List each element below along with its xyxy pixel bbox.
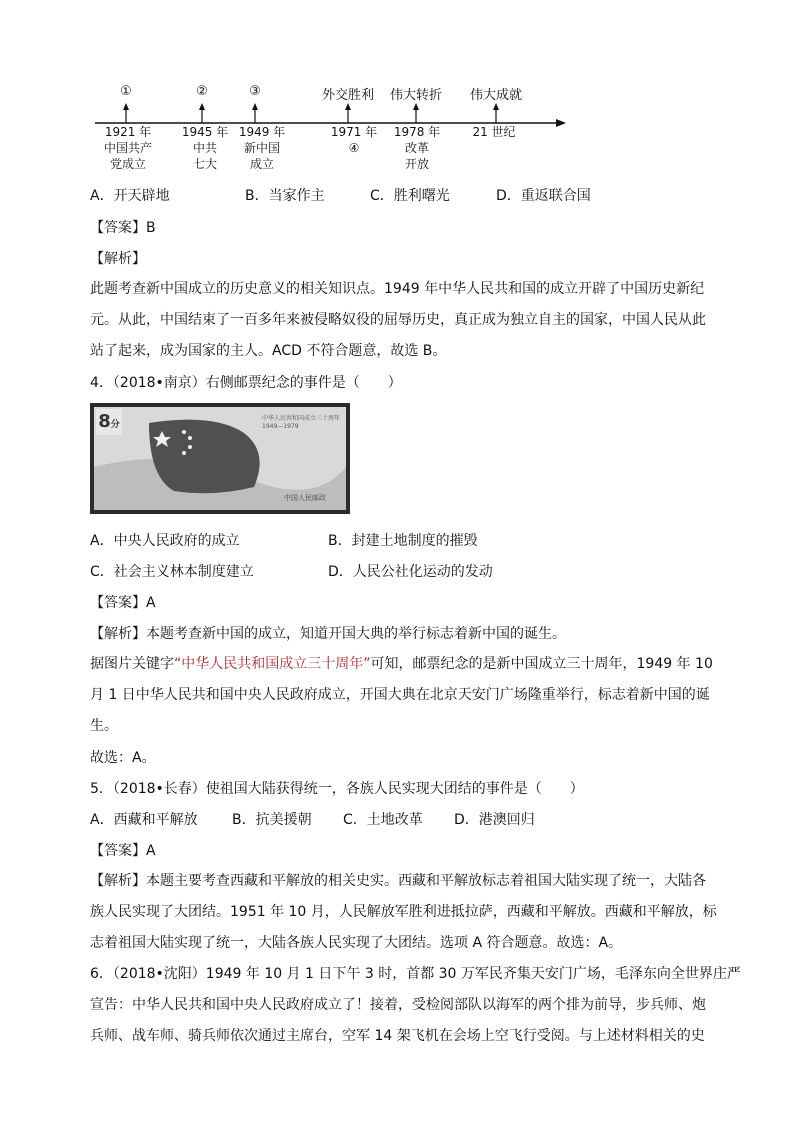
q4-conclusion: 故选：A。 (90, 750, 156, 766)
q3-analysis-line: 此题考查新中国成立的历史意义的相关知识点。1949 年中华人民共和国的成立开辟了中国历史新纪 (90, 281, 705, 297)
timeline-label-4: 外交胜利 (321, 88, 375, 103)
event-year: 1971 年 (330, 125, 378, 139)
event-desc: ④ (348, 141, 360, 155)
event-year: 21 世纪 (472, 125, 516, 139)
q3-option-d: D．重返联合国 (496, 188, 591, 204)
q5-option-c: C．土地改革 (343, 812, 423, 828)
q3-option-c: C．胜利曙光 (370, 188, 450, 204)
timeline-arrowhead-1 (123, 103, 129, 110)
event-desc: 党成立 (109, 157, 147, 171)
timeline-event-3 (239, 124, 285, 172)
event-desc: 中共 (192, 141, 218, 155)
timeline-event-1 (104, 124, 152, 172)
timeline-event-5 (394, 124, 440, 172)
q4-question: 4．（2018•南京）右侧邮票纪念的事件是（ ） (90, 375, 402, 391)
q4-option-a: A．中央人民政府的成立 (90, 533, 240, 549)
q5-answer: 【答案】A (90, 843, 156, 859)
q5-option-b: B．抗美援朝 (232, 812, 312, 828)
q4-option-c: C．社会主义林本制度建立 (90, 564, 254, 580)
q3-option-b: B．当家作主 (245, 188, 325, 204)
stamp-image (90, 403, 350, 514)
event-year: 1945 年 (181, 125, 229, 139)
q5-analysis-line: 族人民实现了大团结。1951 年 10 月，人民解放军胜利进抵拉萨，西藏和平解放。西藏和平解放，标 (90, 904, 717, 920)
q6-line: 宣告：中华人民共和国中央人民政府成立了！接着，受检阅部队以海军的两个排为前导，步兵师、炮 (90, 997, 706, 1013)
event-desc: 成立 (249, 157, 275, 171)
q3-option-a: A．开天辟地 (90, 188, 170, 204)
timeline-label-5: 伟大转折 (389, 88, 443, 103)
timeline-label-1: ① (120, 84, 132, 99)
q4-analysis-line3: 月 1 日中华人民共和国中央人民政府成立，开国大典在北京天安门广场隆重举行，标志着新中国的诞 (90, 687, 710, 703)
timeline-arrowhead-6 (493, 103, 499, 110)
event-desc: 七大 (192, 157, 218, 171)
q4-answer: 【答案】A (90, 595, 156, 611)
timeline-label-2: ② (196, 84, 208, 99)
event-year: 1949 年 (238, 125, 286, 139)
q4-line2-post: 可知，邮票纪念的是新中国成立三十周年，1949 年 10 (370, 656, 713, 672)
event-desc: 开放 (404, 157, 430, 171)
q5-question: 5．（2018•长春）使祖国大陆获得统一，各族人民实现大团结的事件是（ ） (90, 781, 584, 797)
q6-line: 6．（2018•沈阳）1949 年 10 月 1 日下午 3 时，首都 30 万军民齐集天安门广场，毛泽东向全世界庄严 (90, 966, 741, 982)
q4-analysis-line4: 生。 (90, 718, 118, 734)
timeline-event-6 (472, 124, 515, 140)
q4-analysis-line2 (90, 654, 713, 674)
stamp-unit: 分 (110, 420, 120, 430)
q5-analysis-line: 志着祖国大陆实现了统一，大陆各族人民实现了大团结。选项 A 符合题意。故选：A。 (90, 935, 623, 951)
q4-line2-pre: 据图片关键字 (90, 656, 174, 672)
q3-analysis-line: 元。从此，中国结束了一百多年来被侵略奴役的屈辱历史，真正成为独立自主的国家，中国人民从此 (90, 312, 706, 328)
q3-answer: 【答案】B (90, 220, 156, 236)
timeline-event-4 (331, 124, 377, 156)
stamp-banner: 中华人民共和国成立三十周年 (262, 415, 341, 422)
timeline-arrowhead-5 (413, 103, 419, 110)
q4-option-b: B．封建土地制度的摧毁 (328, 533, 478, 549)
q5-analysis-line: 【解析】本题主要考查西藏和平解放的相关史实。西藏和平解放标志着祖国大陆实现了统一，大陆各 (90, 873, 706, 889)
q5-option-a: A．西藏和平解放 (90, 812, 198, 828)
q4-line2-quote: “中华人民共和国成立三十周年” (174, 656, 371, 672)
timeline-arrowhead-3 (252, 103, 258, 110)
event-desc: 中国共产 (103, 141, 153, 155)
q6-line: 兵师、战车师、骑兵师依次通过主席台，空军 14 架飞机在会场上空飞行受阅。与上述材料相关的史 (90, 1028, 705, 1044)
timeline-event-2 (182, 124, 228, 172)
timeline-label-3: ③ (249, 84, 261, 99)
event-year: 1978 年 (393, 125, 441, 139)
timeline-arrowhead-2 (199, 103, 205, 110)
stamp-years: 1949—1979 (262, 423, 299, 430)
event-desc: 改革 (404, 141, 430, 155)
q4-option-d: D．人民公社化运动的发动 (328, 564, 493, 580)
stamp-denomination: 8 (98, 411, 111, 432)
q5-option-d: D．港澳回归 (454, 812, 535, 828)
q3-analysis-line: 站了起来，成为国家的主人。ACD 不符合题意，故选 B。 (90, 343, 447, 359)
timeline-arrowhead-4 (345, 103, 351, 110)
event-desc: 新中国 (243, 141, 281, 155)
q4-analysis-first: 【解析】本题考查新中国的成立，知道开国大典的举行标志着新中国的诞生。 (90, 626, 566, 642)
stamp-issuer: 中国人民邮政 (284, 494, 326, 502)
timeline-label-6: 伟大成就 (469, 88, 523, 103)
q3-analysis-label: 【解析】 (90, 251, 146, 267)
event-year: 1921 年 (104, 125, 152, 139)
